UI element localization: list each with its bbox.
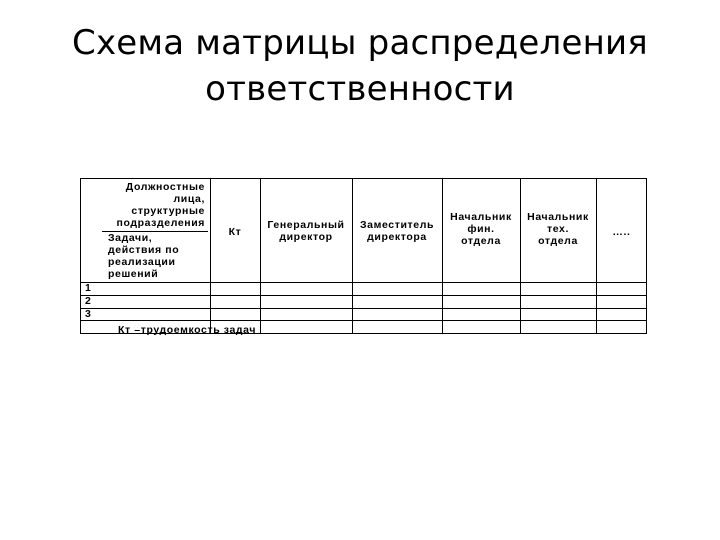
column-header-general-director	[260, 219, 352, 243]
slide-title	[0, 20, 720, 112]
corner-bottom-line: реализации	[108, 256, 176, 268]
corner-cell-columns-label	[117, 181, 205, 229]
title-line-2: ответственности	[205, 69, 515, 109]
header-line: …..	[612, 226, 631, 238]
row-number-2: 2	[85, 295, 91, 307]
row-number-3: 3	[85, 308, 91, 320]
header-line: отдела	[538, 235, 578, 247]
header-line: фин.	[467, 223, 495, 235]
corner-cell-rows-label	[108, 232, 179, 280]
corner-bottom-line: действия по	[108, 244, 180, 256]
column-header-tech-head	[520, 211, 596, 247]
column-header-deputy-director	[352, 219, 442, 243]
header-line: Генеральный	[267, 219, 345, 231]
column-header-ellipsis	[596, 226, 647, 238]
column-header-finance-head	[442, 211, 520, 247]
title-line-1: Схема матрицы распределения	[72, 23, 648, 63]
table-footnote: Кт –трудоемкость задач	[118, 324, 257, 336]
responsibility-matrix-table	[80, 178, 647, 335]
corner-bottom-line: Задачи,	[108, 232, 153, 244]
kt-column-header: Кт	[228, 226, 242, 238]
corner-top-line: структурные	[131, 205, 205, 217]
header-line: директора	[367, 231, 427, 243]
corner-bottom-line: решений	[108, 268, 159, 280]
header-line: Начальник	[450, 211, 512, 223]
header-line: Заместитель	[359, 219, 435, 231]
header-line: отдела	[461, 235, 501, 247]
corner-top-line: Должностные	[125, 181, 205, 193]
corner-top-line: лица,	[173, 193, 205, 205]
header-line: директор	[279, 231, 333, 243]
header-line: Начальник	[527, 211, 589, 223]
header-line: тех.	[546, 223, 569, 235]
row-number-1: 1	[85, 282, 91, 294]
corner-top-line: подразделения	[116, 217, 205, 229]
